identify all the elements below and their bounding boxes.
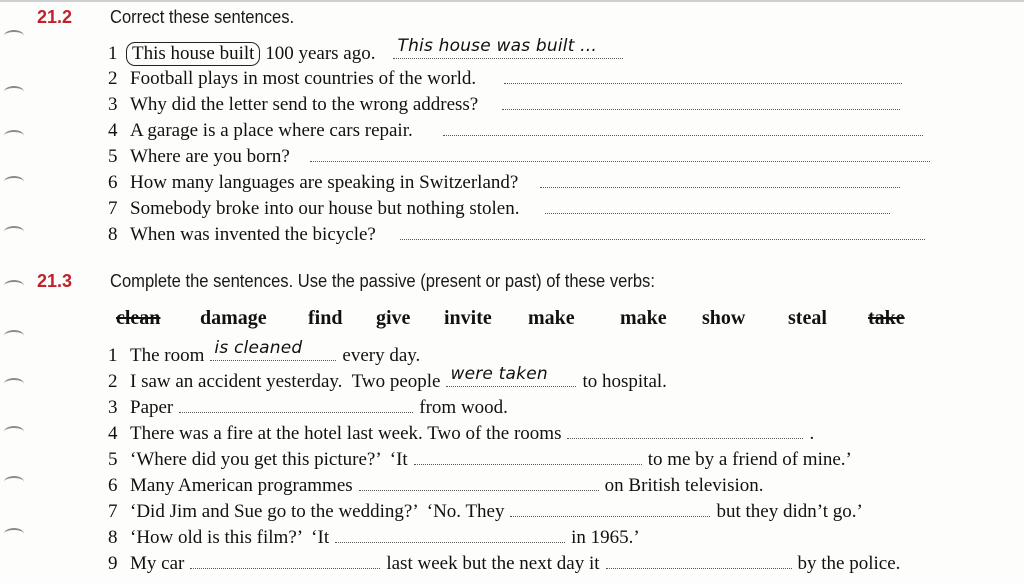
- sentence-text: 100 years ago.: [260, 43, 376, 64]
- item-number: 2: [108, 68, 118, 89]
- sentence-row: [108, 527, 640, 549]
- sentence-text: Where are you born?: [130, 146, 290, 167]
- binder-hole: [4, 86, 24, 98]
- sentence-text: ‘Where did you get this picture?’ ‘It: [130, 449, 408, 470]
- answer-line[interactable]: [393, 36, 623, 59]
- answer-line[interactable]: [335, 528, 565, 543]
- binder-hole: [4, 476, 24, 488]
- sentence-text: Why did the letter send to the wrong address?: [130, 94, 479, 115]
- sentence-text: from wood.: [419, 397, 508, 418]
- answer-line[interactable]: [606, 554, 792, 569]
- sentence-row: [108, 120, 929, 142]
- sentence-text: but they didn’t go.’: [716, 501, 863, 522]
- sentence-row: [108, 68, 908, 90]
- answer-line[interactable]: [179, 398, 413, 413]
- answer-line[interactable]: [310, 147, 930, 162]
- sentence-text: Football plays in most countries of the world.: [130, 68, 477, 89]
- verb-find: find: [308, 307, 343, 329]
- binder-hole: [4, 176, 24, 188]
- sentence-text: to hospital.: [582, 371, 667, 392]
- sentence-row: [108, 338, 421, 367]
- item-number: 3: [108, 397, 118, 418]
- answer-line[interactable]: [446, 364, 576, 387]
- top-divider: [0, 0, 1024, 2]
- sentence-row: [108, 224, 931, 246]
- sentence-row: [108, 449, 852, 471]
- answer-line[interactable]: [400, 225, 925, 240]
- exercise-instruction: Correct these sentences.: [110, 7, 295, 27]
- sentence-text: How many languages are speaking in Switzerland?: [130, 172, 519, 193]
- sentence-text: There was a fire at the hotel last week. Two of the rooms: [130, 423, 562, 444]
- handwritten-answer: This house was built ...: [397, 36, 597, 56]
- sentence-row: [108, 94, 906, 116]
- verb-show: show: [702, 307, 746, 329]
- answer-line[interactable]: [540, 173, 900, 188]
- sentence-text: Paper: [130, 397, 174, 418]
- sentence-text: ‘How old is this film?’ ‘It: [130, 527, 330, 548]
- item-number: 3: [108, 94, 118, 115]
- sentence-text: every day.: [342, 345, 421, 366]
- answer-line[interactable]: [443, 121, 923, 136]
- verb-give: give: [376, 307, 411, 329]
- item-number: 8: [108, 527, 118, 548]
- answer-line[interactable]: [190, 554, 380, 569]
- verb-take: take: [868, 307, 905, 329]
- item-number: 6: [108, 172, 118, 193]
- sentence-row: [108, 172, 906, 194]
- item-number: 7: [108, 198, 118, 219]
- verb-make: make: [528, 307, 575, 329]
- sentence-text: ‘Did Jim and Sue go to the wedding?’ ‘No. They: [130, 501, 505, 522]
- sentence-text: My car: [130, 553, 185, 574]
- verb-steal: steal: [788, 307, 827, 329]
- sentence-text: The room: [130, 345, 205, 366]
- item-number: 4: [108, 423, 118, 444]
- exercise-instruction: Complete the sentences. Use the passive (present or past) of these verbs:: [110, 271, 655, 291]
- exercise-number: 21.2: [37, 7, 73, 27]
- verb-make: make: [620, 307, 667, 329]
- item-number: 1: [108, 43, 118, 64]
- binder-hole: [4, 30, 24, 42]
- sentence-text: last week but the next day it: [386, 553, 600, 574]
- binder-holes: [0, 0, 34, 584]
- sentence-row: [108, 364, 667, 393]
- sentence-row: [108, 475, 764, 497]
- sentence-text: Somebody broke into our house but nothing stolen.: [130, 198, 520, 219]
- item-number: 7: [108, 501, 118, 522]
- item-number: 9: [108, 553, 118, 574]
- sentence-text: Many American programmes: [130, 475, 353, 496]
- sentence-row: [108, 36, 629, 66]
- sentence-row: [108, 423, 814, 445]
- sentence-text: .: [809, 423, 815, 444]
- item-number: 8: [108, 224, 118, 245]
- binder-hole: [4, 226, 24, 238]
- answer-line[interactable]: [359, 476, 599, 491]
- item-number: 6: [108, 475, 118, 496]
- binder-hole: [4, 130, 24, 142]
- answer-line[interactable]: [414, 450, 642, 465]
- answer-line[interactable]: [210, 338, 336, 361]
- sentence-row: [108, 397, 508, 419]
- item-number: 5: [108, 449, 118, 470]
- binder-hole: [4, 280, 24, 292]
- sentence-text: by the police.: [797, 553, 901, 574]
- verb-clean: clean: [116, 307, 161, 329]
- item-number: 4: [108, 120, 118, 141]
- item-number: 2: [108, 371, 118, 392]
- sentence-text: to me by a friend of mine.’: [647, 449, 852, 470]
- answer-line[interactable]: [567, 424, 803, 439]
- verb-invite: invite: [444, 307, 492, 329]
- sentence-row: [108, 501, 863, 523]
- sentence-text: on British television.: [604, 475, 764, 496]
- handwritten-answer: is cleaned: [214, 338, 303, 358]
- binder-hole: [4, 426, 24, 438]
- verb-damage: damage: [200, 307, 267, 329]
- sentence-row: [108, 198, 896, 220]
- answer-line[interactable]: [510, 502, 710, 517]
- binder-hole: [4, 528, 24, 540]
- item-number: 1: [108, 345, 118, 366]
- handwritten-answer: were taken: [450, 364, 548, 384]
- item-number: 5: [108, 146, 118, 167]
- boxed-error: This house built: [126, 42, 260, 66]
- sentence-row: [108, 553, 900, 575]
- answer-line[interactable]: [504, 69, 902, 84]
- sentence-text: I saw an accident yesterday. Two people: [130, 371, 441, 392]
- sentence-text: A garage is a place where cars repair.: [130, 120, 413, 141]
- answer-line[interactable]: [545, 199, 890, 214]
- binder-hole: [4, 330, 24, 342]
- answer-line[interactable]: [502, 95, 900, 110]
- exercise-number: 21.3: [37, 271, 73, 291]
- binder-hole: [4, 378, 24, 390]
- sentence-row: [108, 146, 936, 168]
- sentence-text: When was invented the bicycle?: [130, 224, 376, 245]
- sentence-text: in 1965.’: [571, 527, 640, 548]
